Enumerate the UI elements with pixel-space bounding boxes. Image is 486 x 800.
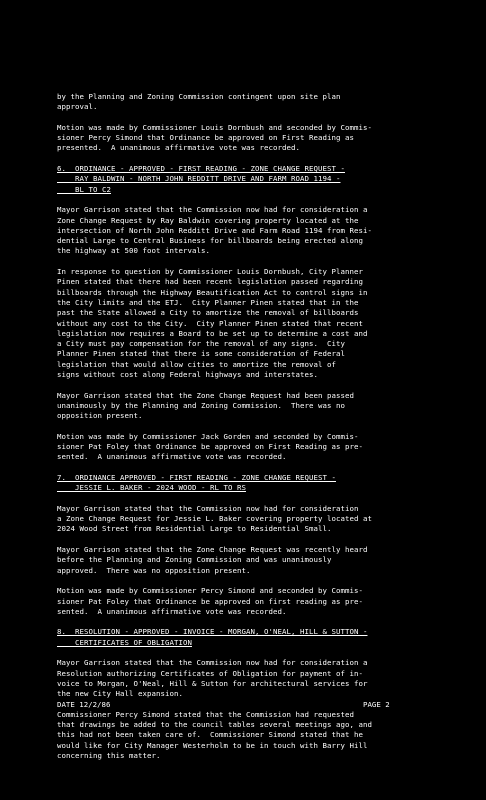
text-line: Motion was made by Commissioner Louis Dornbush and seconded by Commis- <box>57 122 372 132</box>
text-line: In response to question by Commissioner Louis Dornbush, City Planner <box>57 267 363 277</box>
text-line: sioner Pat Foley that Ordinance be approved on first reading as pre- <box>57 596 363 606</box>
heading-line: 8. RESOLUTION - APPROVED - INVOICE - MORGAN, O'NEAL, HILL & SUTTON - <box>57 627 368 637</box>
heading-line: JESSIE L. BAKER - 2024 WOOD - RL TO RS <box>57 483 246 493</box>
text-line: presented. A unanimous affirmative vote was recorded. <box>57 143 300 153</box>
text-line: Mayor Garrison stated that the Commission now had for consideration a <box>57 205 368 215</box>
text-line: Motion was made by Commissioner Percy Simond and seconded by Commis- <box>57 586 363 596</box>
paragraph-motion-1 <box>57 123 429 154</box>
paragraph-item-7-intro <box>57 504 429 535</box>
text-line: legislation that would allow cities to amortize the removal of <box>57 359 336 369</box>
heading-line: RAY BALDWIN - NORTH JOHN REDDITT DRIVE AND FARM ROAD 1194 - <box>57 174 341 184</box>
text-line: Mayor Garrison stated that the Zone Change Request had been passed <box>57 390 354 400</box>
text-line: a Zone Change Request for Jessie L. Baker covering property located at <box>57 514 372 524</box>
item-6-heading <box>57 164 429 195</box>
text-line: voice to Morgan, O'Neal, Hill & Sutton for architectural services for <box>57 678 368 688</box>
text-line: the highway at 500 foot intervals. <box>57 246 210 256</box>
text-line: sented. A unanimous affirmative vote was recorded. <box>57 606 287 616</box>
text-line: without any cost to the City. City Planner Pinen stated that recent <box>57 318 363 328</box>
text-line: billboards through the Highway Beautification Act to control signs in <box>57 287 368 297</box>
minutes-page <box>57 92 429 761</box>
text-line: would like for City Manager Westerholm to be in touch with Barry Hill <box>57 740 368 750</box>
text-line: legislation now requires a Board to be set up to determine a cost and <box>57 328 368 338</box>
heading-line: 7. ORDINANCE APPROVED - FIRST READING - ZONE CHANGE REQUEST - <box>57 472 336 482</box>
text-line: Mayor Garrison stated that the Commission now had for consideration <box>57 503 359 513</box>
footer-date: DATE 12/2/86 <box>57 700 111 709</box>
heading-line: 6. ORDINANCE - APPROVED - FIRST READING - ZONE CHANGE REQUEST - <box>57 164 345 174</box>
text-line: unanimously by the Planning and Zoning Commission. There was no <box>57 400 345 410</box>
heading-line: CERTIFICATES OF OBLIGATION <box>57 637 192 647</box>
text-line: approved. There was no opposition present. <box>57 565 251 575</box>
text-line: Commissioner Percy Simond stated that the Commission had requested <box>57 709 354 719</box>
paragraph-motion-2 <box>57 432 429 463</box>
text-line: opposition present. <box>57 411 143 421</box>
paragraph-item-6-intro <box>57 205 429 256</box>
text-line: a City must pay compensation for the removal of any signs. City <box>57 339 345 349</box>
text-line: the City limits and the ETJ. City Planner Pinen stated that in the <box>57 297 359 307</box>
text-line: Mayor Garrison stated that the Commission now had for consideration a <box>57 658 368 668</box>
text-line: past the State allowed a City to amortize the removal of billboards <box>57 308 359 318</box>
text-line: before the Planning and Zoning Commission and was unanimously <box>57 555 332 565</box>
paragraph-item-7-status <box>57 545 429 576</box>
text-line: Resolution authorizing Certificates of Obligation for payment of in- <box>57 668 363 678</box>
paragraph-item-6-status <box>57 391 429 422</box>
paragraph-item-8-discussion <box>57 710 429 761</box>
text-line: sioner Percy Simond that Ordinance be approved on First Reading as <box>57 133 354 143</box>
paragraph-item-8-intro <box>57 658 429 699</box>
text-line: sioner Pat Foley that Ordinance be approved on First Reading as pre- <box>57 442 363 452</box>
item-8-heading <box>57 627 429 648</box>
paragraph-motion-3 <box>57 586 429 617</box>
text-line: sented. A unanimous affirmative vote was recorded. <box>57 452 287 462</box>
paragraph-item-6-discussion <box>57 267 429 380</box>
text-line: signs without cost along Federal highways and interstates. <box>57 370 318 380</box>
text-line: approval. <box>57 102 98 112</box>
text-line: 2024 Wood Street from Residential Large to Residential Small. <box>57 524 332 534</box>
text-line: concerning this matter. <box>57 751 161 760</box>
text-line: dential Large to Central Business for billboards being erected along <box>57 236 363 246</box>
text-line: Zone Change Request by Ray Baldwin covering property located at the <box>57 215 359 225</box>
text-line: Mayor Garrison stated that the Zone Change Request was recently heard <box>57 545 368 555</box>
item-7-heading <box>57 473 429 494</box>
text-line: intersection of North John Redditt Drive and Farm Road 1194 from Resi- <box>57 225 372 235</box>
text-line: Planner Pinen stated that there is some consideration of Federal <box>57 349 345 359</box>
text-line: this had not been taken care of. Commissioner Simond stated that he <box>57 730 363 740</box>
footer-page-number: PAGE 2 <box>363 700 390 709</box>
paragraph-intro <box>57 92 429 113</box>
heading-line: BL TO C2 <box>57 184 111 194</box>
text-line: Motion was made by Commissioner Jack Gorden and seconded by Commis- <box>57 431 359 441</box>
text-line: that drawings be added to the council tables several meetings ago, and <box>57 720 372 730</box>
text-line: the new City Hall expansion. <box>57 689 183 699</box>
text-line: by the Planning and Zoning Commission contingent upon site plan <box>57 92 341 101</box>
text-line: Pinen stated that there had been recent legislation passed regarding <box>57 277 363 287</box>
